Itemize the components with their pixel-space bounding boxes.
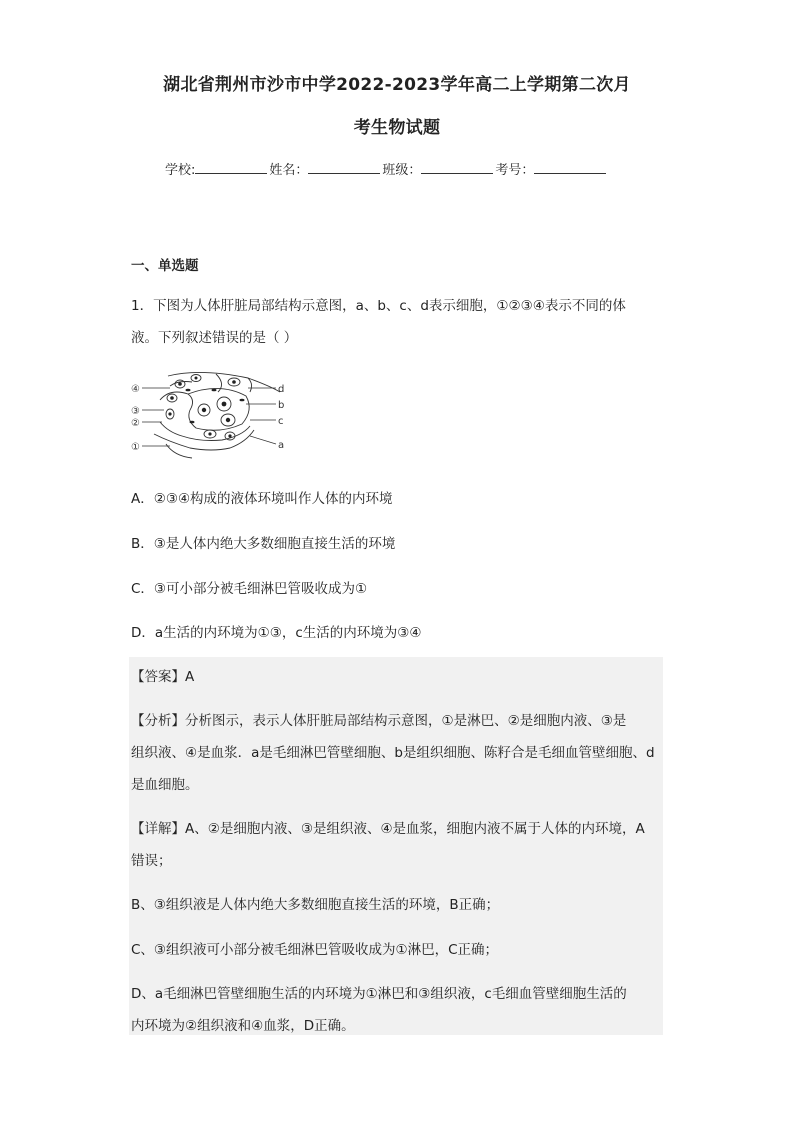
question-stem-line2: 液。下列叙述错误的是（ ） [131,330,298,346]
question-stem-line1: 1．下图为人体肝脏局部结构示意图，a、b、c、d表示细胞，①②③④表示不同的体 [131,298,626,314]
detail-line1: 【详解】A、②是细胞内液、③是组织液、④是血浆，细胞内液不属于人体的内环境，A [131,821,645,837]
document-title-line1: 湖北省荆州市沙市中学2022-2023学年高二上学期第二次月 [163,75,631,95]
analysis-line2: 组织液、④是血浆．a是毛细淋巴管壁细胞、b是组织细胞、陈籽合是毛细血管壁细胞、d [131,745,655,761]
analysis-line3: 是血细胞。 [131,777,199,793]
label-d: d [278,384,285,395]
detail-line6: 内环境为②组织液和④血浆，D正确。 [131,1018,355,1034]
student-info-row [165,159,608,178]
number-label: 考号： [495,163,535,178]
class-label: 班级： [382,163,422,178]
option-c: C．③可小部分被毛细淋巴管吸收成为① [131,581,368,597]
detail-line4: C、③组织液可小部分被毛细淋巴管吸收成为①淋巴，C正确； [131,942,499,958]
detail-line2: 错误； [131,853,172,869]
school-label: 学校: [165,163,196,178]
label-b: b [278,400,285,411]
label-c: c [278,416,284,427]
option-b: B．③是人体内绝大多数细胞直接生活的环境 [131,536,396,552]
section-heading: 一、单选题 [131,258,199,274]
class-blank [421,161,493,174]
school-blank [195,161,267,174]
option-d: D．a生活的内环境为①③，c生活的内环境为③④ [131,625,422,641]
option-a: A．②③④构成的液体环境叫作人体的内环境 [131,491,393,507]
liver-structure-diagram [130,370,290,462]
document-title-line2: 考生物试题 [353,118,441,138]
name-label: 姓名： [269,163,309,178]
label-4: ④ [131,384,140,395]
number-blank [534,161,606,174]
label-a: a [278,440,285,451]
label-3: ③ [131,406,140,417]
label-1: ① [131,442,140,453]
label-2: ② [131,418,140,429]
detail-line5: D、a毛细淋巴管壁细胞生活的内环境为①淋巴和③组织液，c毛细血管壁细胞生活的 [131,986,627,1002]
detail-line3: B、③组织液是人体内绝大多数细胞直接生活的环境，B正确； [131,897,500,913]
analysis-line1: 【分析】分析图示，表示人体肝脏局部结构示意图，①是淋巴、②是细胞内液、③是 [131,713,627,729]
name-blank [308,161,380,174]
answer-line: 【答案】A [131,669,195,685]
